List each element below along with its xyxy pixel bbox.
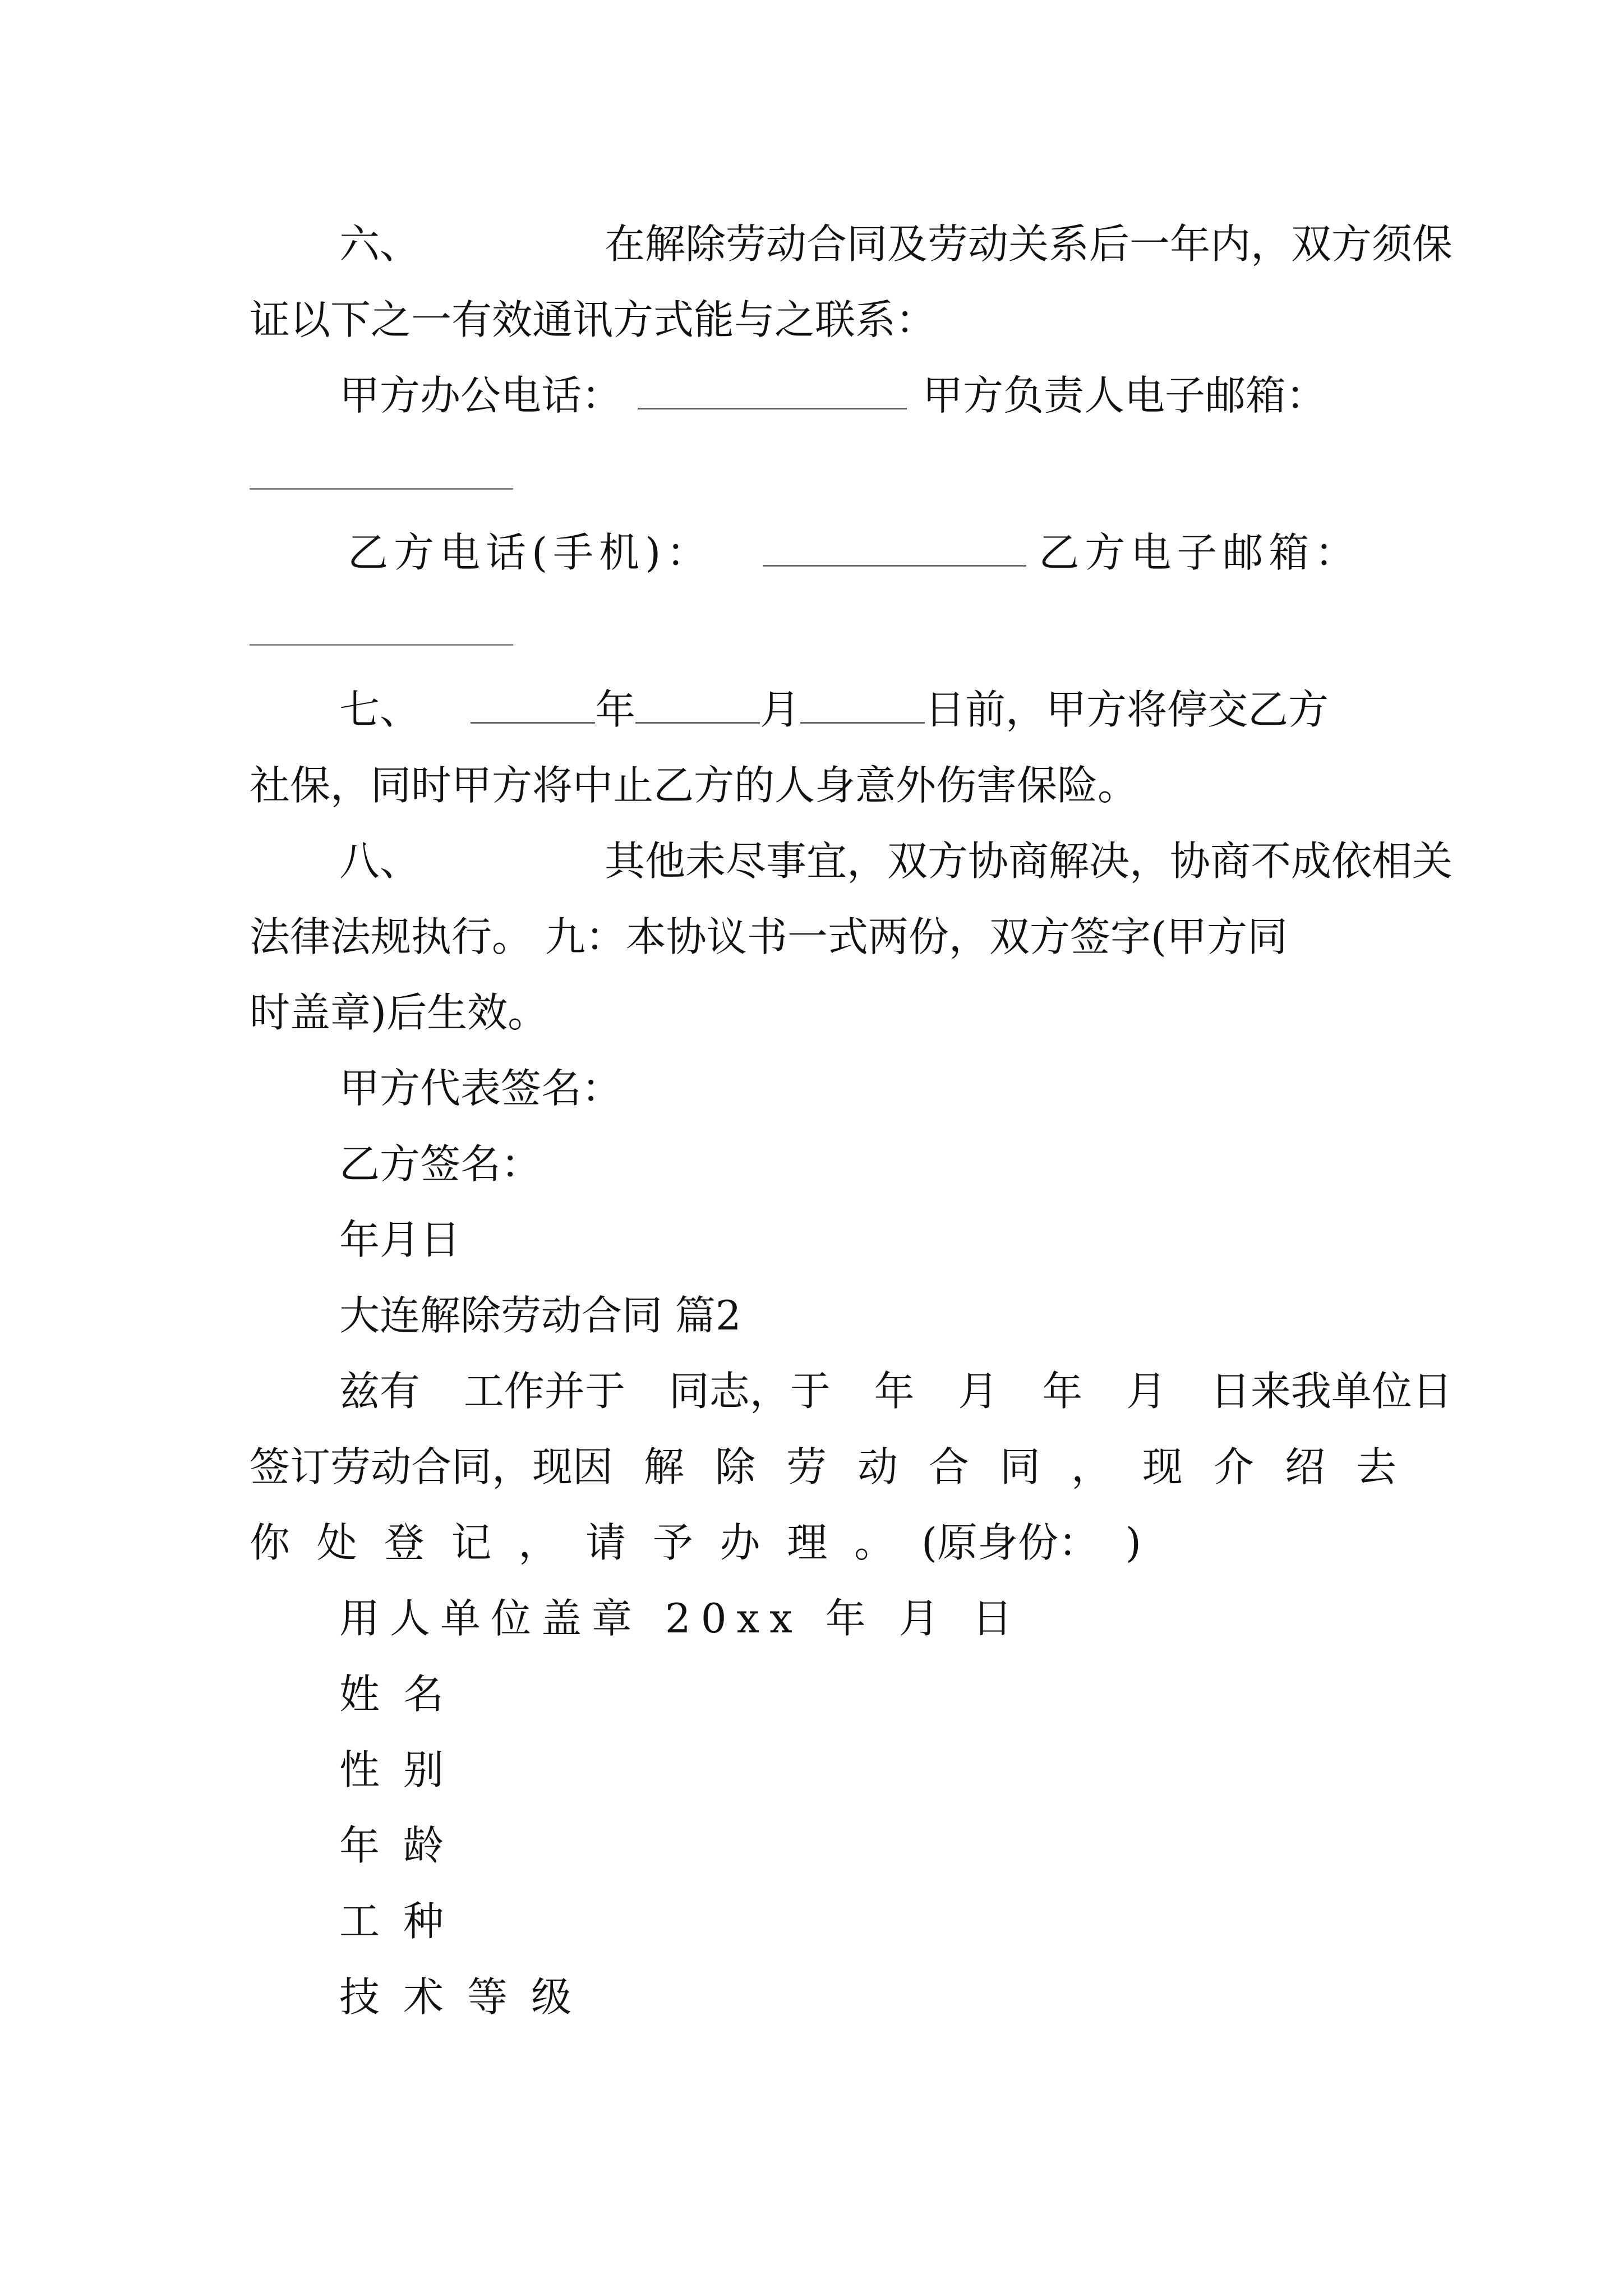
text-run: 记	[451, 1519, 492, 1566]
paragraph-2-line-1	[339, 1358, 1453, 1425]
section-8-line-3: 时盖章)后生效。	[250, 989, 548, 1036]
day-blank	[800, 688, 925, 724]
party-a-signature-label: 甲方代表签名：	[339, 1065, 623, 1112]
text-run: 年	[1042, 1368, 1083, 1415]
text-run: 签订劳动合同，现因	[250, 1443, 614, 1490]
signature-date: 年月日	[339, 1216, 461, 1263]
text-run: 现	[1142, 1443, 1183, 1490]
field-gender-label: 性别	[339, 1746, 468, 1793]
section-7-text: 日前，甲方将停交乙方	[925, 686, 1329, 733]
year-label: 年	[595, 686, 636, 733]
section-8-text: 其他未尽事宜，双方协商解决，协商不成依相关	[604, 838, 1453, 885]
text-run: (原身份：	[921, 1519, 1099, 1566]
section-6-text: 在解除劳动合同及劳动关系后一年内，双方须保	[604, 220, 1453, 268]
party-b-phone-label: 乙方电话(手机)：	[348, 529, 713, 576]
text-run: 月	[1126, 1368, 1167, 1415]
field-name-label: 姓名	[339, 1671, 468, 1718]
section-7-line-2: 社保，同时甲方将中止乙方的人身意外伤害保险。	[250, 762, 1138, 809]
month-blank	[635, 688, 760, 724]
section-8-line-1	[339, 827, 1453, 895]
text-run: 你	[250, 1519, 291, 1566]
text-run: ，	[518, 1519, 559, 1566]
section-6-number: 六、	[339, 220, 421, 268]
text-run: 劳	[786, 1443, 827, 1490]
text-run: 请	[585, 1519, 626, 1566]
text-run: 解	[643, 1443, 684, 1490]
party-a-phone-label: 甲方办公电话：	[339, 372, 623, 419]
party-a-email-label: 甲方负责人电子邮箱：	[923, 372, 1327, 419]
section-7-number: 七、	[339, 686, 421, 733]
text-run: 动	[857, 1443, 898, 1490]
text-run: 予	[652, 1519, 693, 1566]
text-run: ，	[1071, 1443, 1112, 1490]
text-run: 介	[1213, 1443, 1254, 1490]
paragraph-2-line-2	[250, 1433, 1396, 1501]
party-b-email-label: 乙方电子邮箱：	[1039, 529, 1361, 576]
text-run: 登	[384, 1519, 425, 1566]
party-b-email-blank	[250, 644, 513, 646]
text-run: 同志，于	[668, 1368, 831, 1415]
section-8-line-2: 法律法规执行。 九：本协议书一式两份，双方签字(甲方同	[250, 913, 1288, 960]
party-b-phone-blank	[763, 531, 1026, 567]
party-a-phone-blank	[638, 374, 907, 409]
text-run: 年	[874, 1368, 915, 1415]
text-run: )	[1125, 1519, 1141, 1566]
section-heading: 大连解除劳动合同 篇2	[339, 1292, 741, 1339]
field-age-label: 年龄	[339, 1822, 468, 1869]
text-run: 办	[720, 1519, 760, 1566]
section-7-line-1	[339, 676, 1329, 743]
text-run: 除	[714, 1443, 755, 1490]
section-6-line-1	[339, 210, 1453, 278]
text-run: 工作并于	[463, 1368, 625, 1415]
text-run: 日来我单位日	[1210, 1368, 1453, 1415]
text-run: 月	[958, 1368, 999, 1415]
party-a-email-blank	[250, 488, 513, 490]
text-run: 同	[999, 1443, 1040, 1490]
text-run: 去	[1355, 1443, 1396, 1490]
party-b-signature-label: 乙方签名：	[339, 1140, 542, 1188]
text-run: 合	[928, 1443, 969, 1490]
year-blank	[471, 688, 595, 724]
text-run: 。	[854, 1519, 895, 1566]
text-run: 兹有	[339, 1368, 421, 1415]
section-6-line-2: 证以下之一有效通讯方式能与之联系：	[250, 296, 937, 343]
text-run: 绍	[1284, 1443, 1325, 1490]
section-8-number: 八、	[339, 838, 421, 885]
field-skill-level-label: 技术等级	[339, 1973, 596, 2021]
text-run: 理	[787, 1519, 828, 1566]
text-run: 处	[316, 1519, 357, 1566]
party-a-contact-line	[339, 362, 1326, 429]
employer-stamp-line: 用人单位盖章 20xx 年 月 日	[339, 1595, 1023, 1642]
paragraph-2-line-3	[250, 1509, 1141, 1576]
month-label: 月	[760, 686, 801, 733]
party-b-contact-line	[348, 519, 1361, 586]
field-job-type-label: 工种	[339, 1898, 468, 1945]
